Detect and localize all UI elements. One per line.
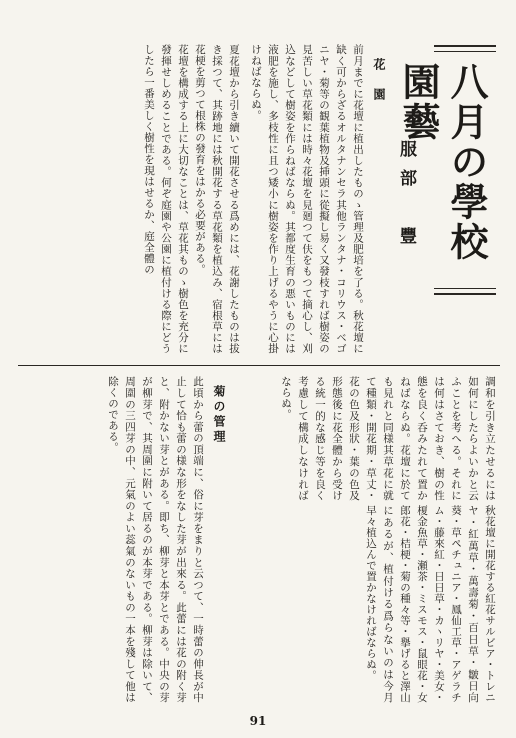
- section-divider: [18, 365, 500, 366]
- author-name: 服部 豐: [396, 140, 416, 256]
- paragraph: 秋花壇に開花する紅花サルビア・トレニヤ・紅萬草・萬壽菊・百日草・皺日向葵・草ペチュニア・鳳仙工草・アゲラチム・藤來紅・日日草・カヽリヤ・美女・榎金魚草・瀬茶・ミスモス・鼠眼花・女郎花・桔梗・菊の種々等・擧げると澤山にあるが、植付ける爲らないのは今月早々植込んで置かなければならぬ。: [365, 505, 496, 703]
- article-title: 八月の學校園藝: [396, 62, 489, 262]
- flower-bed-column-b: [20, 44, 242, 354]
- section-heading-flower-bed: 花 園: [372, 58, 386, 103]
- section-heading-chrysanthemum: 菊の管理: [212, 385, 226, 445]
- continuation-column: [250, 376, 498, 501]
- autumn-flowers-column: [250, 505, 498, 703]
- flower-bed-column-a: [248, 44, 366, 354]
- paragraph: 此頃から蕾の頂端に、俗に芽をまりと云つて、一時蕾の伸長が中止して恰も蕾の様な形をなした芽が出來る。此蕾には花の附く芽と、附かない芽とがある。即ち、柳芽と本芽とである。中央の芽が柳芽で、其周圍に附いて居るのが本芽である。柳芽は除いて、周圍の三四芽の中、元氣のよい蕊氣のないもの一本を殘して他は除くのである。: [107, 376, 204, 703]
- chrysanthemum-column: [20, 376, 206, 703]
- paragraph: 夏花壇から引き續いて開花させる爲めには、花謝したものは拔き採つて、其跡地には秋開花する草花類を植込み、宿根草には花梗を剪つて根株の發育をはかる必要がある。: [194, 44, 240, 354]
- page-number: 91: [249, 714, 267, 728]
- paragraph: 調和を引き立たせるには如何にしたらよいかと云ふことを考へる。それには何はさておき、樹の性態を良く呑みたれて置かねばならぬ。花壇に於ても見れと同様其草花に就て種類・開花期・草丈・花の色及形狀・葉の色及形態後に花全體から受ける統一的な感じ等を良く考慮して構成しなければならぬ。: [280, 376, 496, 501]
- paragraph: 花壇を構成する上に大切なことは、草花其ものゝ樹色を充分に發揮せしめることである。何ぞ庭園や公園に植付ける際にどうしたら一番美しく樹性を現はせるか、庭全體の: [143, 44, 189, 354]
- paragraph: 前月までに花壇に植出したものゝ管理及肥培を了る。秋花壇に缺く可からざるオルタナンセラ其他ランタナ・コリウス・ベゴニヤ・菊等の観葉植物及挿頭に從擬し易く又發枝すれば樹姿の見苦しい草花類には時々花壇を見廻つて伕をもつて摘心し、刈込などして樹姿を作らねばならぬ。其都度生育の悪いものには液肥を施し、多枝性に且つ矮小に樹姿を作り上げるやうに心掛けねばならぬ。: [250, 44, 364, 354]
